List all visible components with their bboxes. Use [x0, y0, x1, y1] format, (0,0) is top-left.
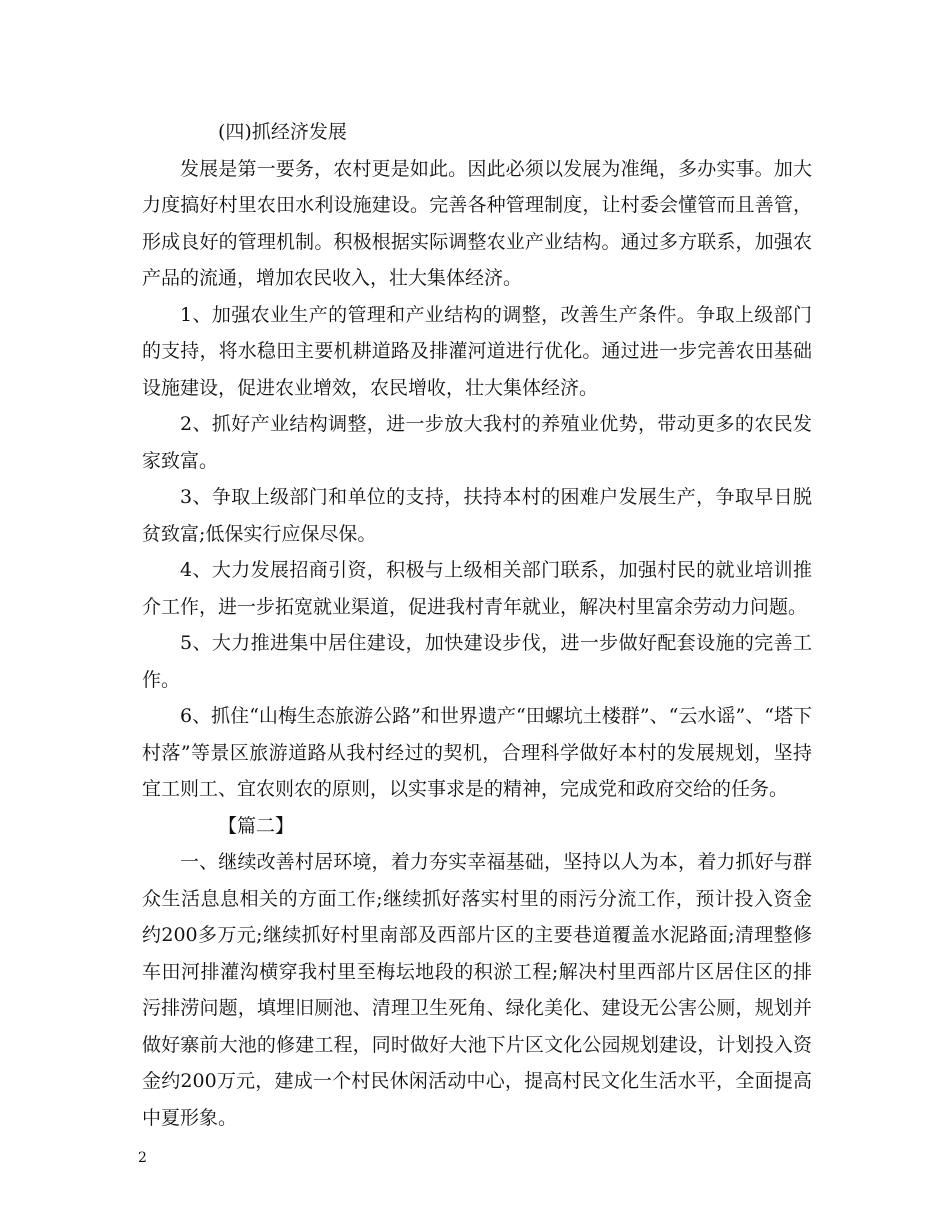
section-heading-part-two: 【篇二】	[218, 814, 295, 837]
document-body	[142, 114, 812, 1136]
list-item-5: 5、大力推进集中居住建设，加快建设步伐，进一步做好配套设施的完善工作。	[142, 632, 812, 691]
list-item-4: 4、大力发展招商引资，积极与上级相关部门联系，加强村民的就业培训推介工作，进一步拓宽就业渠道，促进我村青年就业，解决村里富余劳动力问题。	[142, 559, 812, 618]
page-number: 2	[138, 1150, 147, 1166]
part-two-paragraph: 一、继续改善村居环境，着力夯实幸福基础，坚持以人为本，着力抓好与群众生活息息相关的方面工作;继续抓好落实村里的雨污分流工作，预计投入资金约200多万元;继续抓好村里南部及西部片区的主要巷道覆盖水泥路面;清理整修车田河排灌沟横穿我村里至梅坛地段的积淤工程;解决村里西部片区居住区的排污排涝问题，填埋旧厕池、清理卫生死角、绿化美化、建设无公害公厕，规划并做好寨前大池的修建工程，同时做好大池下片区文化公园规划建设，计划投入资金约200万元，建成一个村民休闲活动中心，提高村民文化生活水平，全面提高中夏形象。	[142, 851, 812, 1129]
section-heading-economic-development: (四)抓经济发展	[218, 121, 347, 143]
list-item-3: 3、争取上级部门和单位的支持，扶持本村的困难户发展生产，争取早日脱贫致富;低保实行应保尽保。	[142, 486, 812, 545]
intro-paragraph: 发展是第一要务，农村更是如此。因此必须以发展为准绳，多办实事。加大力度搞好村里农田水利设施建设。完善各种管理制度，让村委会懂管而且善管，形成良好的管理机制。积极根据实际调整农业产业结构。通过多方联系，加强农产品的流通，增加农民收入，壮大集体经济。	[142, 157, 812, 289]
list-item-1: 1、加强农业生产的管理和产业结构的调整，改善生产条件。争取上级部门的支持，将水稳田主要机耕道路及排灌河道进行优化。通过进一步完善农田基础设施建设，促进农业增效，农民增收，壮大集体经济。	[142, 303, 812, 399]
list-item-2: 2、抓好产业结构调整，进一步放大我村的养殖业优势，带动更多的农民发家致富。	[142, 413, 812, 472]
list-item-6: 6、抓住“山梅生态旅游公路”和世界遗产“田螺坑土楼群”、“云水谣”、“塔下村落”等景区旅游道路从我村经过的契机，合理科学做好本村的发展规划，坚持宜工则工、宜农则农的原则，以实事求是的精神，完成党和政府交给的任务。	[142, 705, 812, 800]
